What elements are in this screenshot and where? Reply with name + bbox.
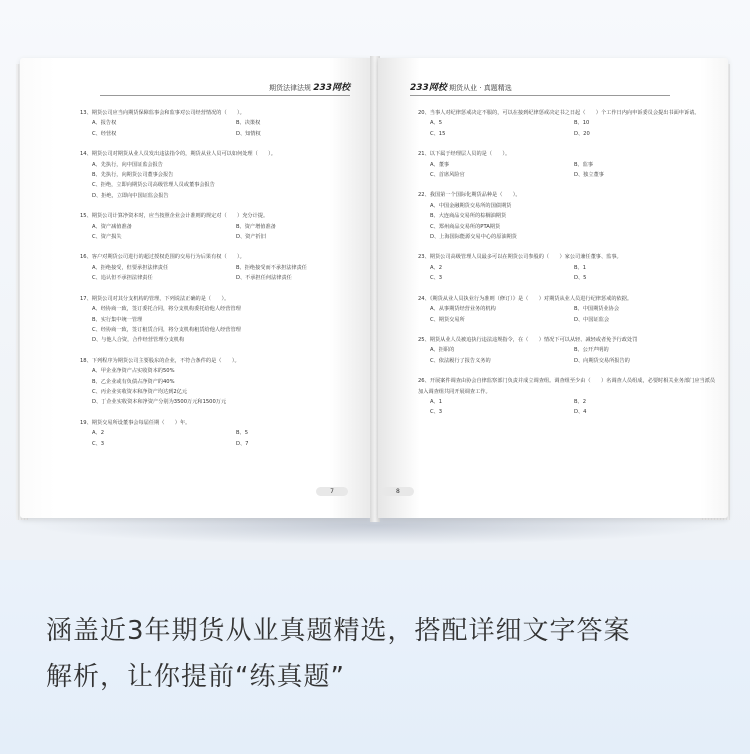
question-stem: 19、期货交易所设董事会每届任期（ ）年。 — [80, 419, 191, 426]
question-option: D、不承担任何法律责任 — [236, 275, 292, 282]
question-option: A、董事 — [430, 161, 450, 168]
question-option: C、首席风险官 — [430, 172, 465, 179]
question-item — [80, 294, 380, 346]
question-option: A、2 — [430, 264, 443, 271]
question-option: D、上海国际能源交易中心的原油期货 — [430, 234, 517, 241]
question-stem: 18、下列程序为期货公司主要股东的企业，不符合条件的是（ ）。 — [80, 357, 240, 364]
question-item — [418, 190, 718, 242]
question-option: A、先执行，向中国证监会报告 — [92, 161, 163, 168]
question-option: B、决策权 — [236, 120, 261, 127]
right-page-header — [410, 80, 670, 96]
question-option: A、经协商一致，签订委托合同，将分支机构委托给他人经营管理 — [92, 306, 241, 313]
question-option: A、2 — [92, 430, 105, 437]
question-option: B、监事 — [574, 161, 594, 168]
question-item — [418, 149, 718, 180]
question-option: D、知情权 — [236, 130, 261, 137]
right-question-list — [418, 108, 718, 428]
question-option: D、中国证监会 — [574, 316, 610, 323]
question-option: C、郑州商品交易所的PTA期货 — [430, 223, 501, 230]
question-option: D、4 — [574, 409, 587, 416]
question-options — [80, 160, 380, 202]
question-item — [418, 335, 718, 366]
question-option: C、经营权 — [92, 130, 117, 137]
question-option: D、7 — [236, 440, 249, 447]
question-option: C、3 — [92, 440, 105, 447]
question-stem: 26、开展案件调查由协会自律监察部门负责并成立调查组。调查组至少由（ ）名调查人员组成，必要时相关业务部门应当派员加入调查组共同开展调查工作。 — [418, 378, 716, 395]
left-header-text: 期货法律法规 — [268, 84, 311, 92]
question-item — [80, 252, 380, 283]
question-option: C、资产损失 — [92, 234, 122, 241]
right-page — [378, 58, 728, 518]
question-option: B、2 — [574, 398, 587, 405]
question-option: A、从事期货经营业务的机构 — [430, 306, 496, 313]
question-option: D、向期货交易所报告的 — [574, 357, 630, 364]
question-option: A、中国金融期货交易所的国债期货 — [430, 202, 512, 209]
question-option: D、独立董事 — [574, 172, 604, 179]
question-stem: 16、客户对期货公司进行的超过授权范围的交易行为后果有权（ ）。 — [80, 254, 245, 261]
question-stem: 25、期货从业人员被追执行违法违规指令，在（ ）情况下可以从轻、减轻或者免予行政处罚 — [418, 336, 638, 343]
question-options — [418, 263, 718, 284]
question-item — [80, 108, 380, 139]
right-header-text: 期货从业 · 真题精选 — [449, 84, 512, 92]
question-options — [418, 118, 718, 139]
question-options — [80, 366, 380, 408]
question-item — [80, 149, 380, 201]
question-option: B、1 — [574, 264, 587, 271]
question-options — [418, 160, 718, 181]
question-options — [80, 304, 380, 346]
question-stem: 21、以下属于经理层人员的是（ ）。 — [418, 151, 511, 158]
promo-caption — [46, 608, 706, 700]
question-option: C、拒绝，立即向期货公司高级管理人员或董事会报告 — [92, 182, 215, 189]
question-option: C、追认但不承担法律责任 — [92, 275, 153, 282]
question-item — [418, 252, 718, 283]
question-option: C、依法履行了报告义务的 — [430, 357, 491, 364]
left-header-logo: 233网校 — [313, 83, 350, 93]
question-option: A、报告权 — [92, 120, 117, 127]
question-stem: 22、我国第一个国际化期货品种是（ ）。 — [418, 192, 521, 199]
question-option: B、先执行，向期货公司董事会报告 — [92, 172, 174, 179]
question-option: B、实行集中统一管理 — [92, 316, 143, 323]
question-option: D、资产折旧 — [236, 234, 266, 241]
question-option: B、中国期货业协会 — [574, 306, 620, 313]
question-option: A、拒绝接受，但要承担法律责任 — [92, 264, 169, 271]
question-option: D、拒绝，立即向中国证监会报告 — [92, 192, 169, 199]
question-options — [80, 263, 380, 284]
question-option: C、丙企业实收资本和净资产均达到2亿元 — [92, 388, 188, 395]
question-option: D、丁企业实收资本和净资产分别为3500万元和1500万元 — [92, 399, 227, 406]
question-item — [418, 108, 718, 139]
question-option: A、拒职的 — [430, 347, 455, 354]
caption-line-2: 解析，让你提前“练真题” — [46, 662, 345, 692]
question-item — [80, 356, 380, 408]
question-option: A、1 — [430, 398, 443, 405]
question-stem: 13、期货公司应当向期货保障监事会和监事对公司经营情况的（ ）。 — [80, 110, 245, 116]
caption-line-1: 涵盖近3年期货从业真题精选，搭配详细文字答案 — [46, 616, 631, 646]
question-option: B、5 — [236, 430, 249, 437]
question-option: A、5 — [430, 120, 443, 127]
question-item — [418, 294, 718, 325]
question-stem: 24、《期货从业人员执业行为准则（修订）》是（ ）对期货从业人员进行纪律惩戒的依据。 — [418, 295, 633, 302]
left-page-number: 7 — [316, 487, 348, 496]
question-option: D、与他人合资，合作经营管理分支机构 — [92, 337, 185, 344]
left-page-header — [100, 80, 350, 96]
question-option: B、10 — [574, 120, 590, 127]
question-item — [80, 418, 380, 449]
question-option: D、20 — [574, 130, 590, 137]
question-options — [418, 201, 718, 243]
question-options — [80, 118, 380, 139]
question-item — [418, 376, 718, 418]
question-option: C、期货交易所 — [430, 316, 465, 323]
question-stem: 15、期货公司计算净资本时，应当按照企业会计准则的规定对（ ）充分计提。 — [80, 213, 269, 220]
question-options — [80, 428, 380, 449]
question-option: B、拒绝接受而不承担法律责任 — [236, 264, 307, 271]
question-stem: 23、期货公司高级管理人员最多可以在期货公司参股的（ ）家公司兼任董事、监事。 — [418, 254, 622, 261]
question-option: A、资产减值准备 — [92, 223, 132, 230]
question-option: C、经协商一致，签订租赁合同，将分支机构租赁给他人经营管理 — [92, 326, 241, 333]
question-option: C、15 — [430, 130, 446, 137]
question-option: A、甲企业净资产占实收资本的50% — [92, 368, 175, 375]
right-header-logo: 233网校 — [410, 83, 447, 93]
left-question-list — [80, 108, 380, 459]
question-option: C、3 — [430, 275, 443, 282]
question-options — [418, 345, 718, 366]
question-stem: 14、期货公司对期货从业人员发出违法指令的，期货从业人员可以如何处理（ ）。 — [80, 151, 276, 158]
question-stem: 17、期货公司对其分支机构的管理，下列说法正确的是（ ）。 — [80, 295, 230, 302]
question-option: C、3 — [430, 409, 443, 416]
question-option: B、乙企业或有负债占净资产的40% — [92, 378, 175, 385]
question-option: B、大连商品交易所的棕榈油期货 — [430, 213, 507, 220]
right-page-number: 8 — [382, 487, 414, 496]
question-option: B、公开声明的 — [574, 347, 609, 354]
question-stem: 20、当事人对纪律惩戒决定不服的，可以在接到纪律惩戒决定书之日起（ ）个工作日内向申诉委员会提出书面申诉请。 — [418, 110, 700, 116]
left-page — [20, 58, 372, 518]
question-option: D、5 — [574, 275, 587, 282]
question-options — [418, 397, 718, 418]
question-options — [418, 304, 718, 325]
question-options — [80, 222, 380, 243]
question-option: B、资产增值准备 — [236, 223, 276, 230]
question-item — [80, 211, 380, 242]
